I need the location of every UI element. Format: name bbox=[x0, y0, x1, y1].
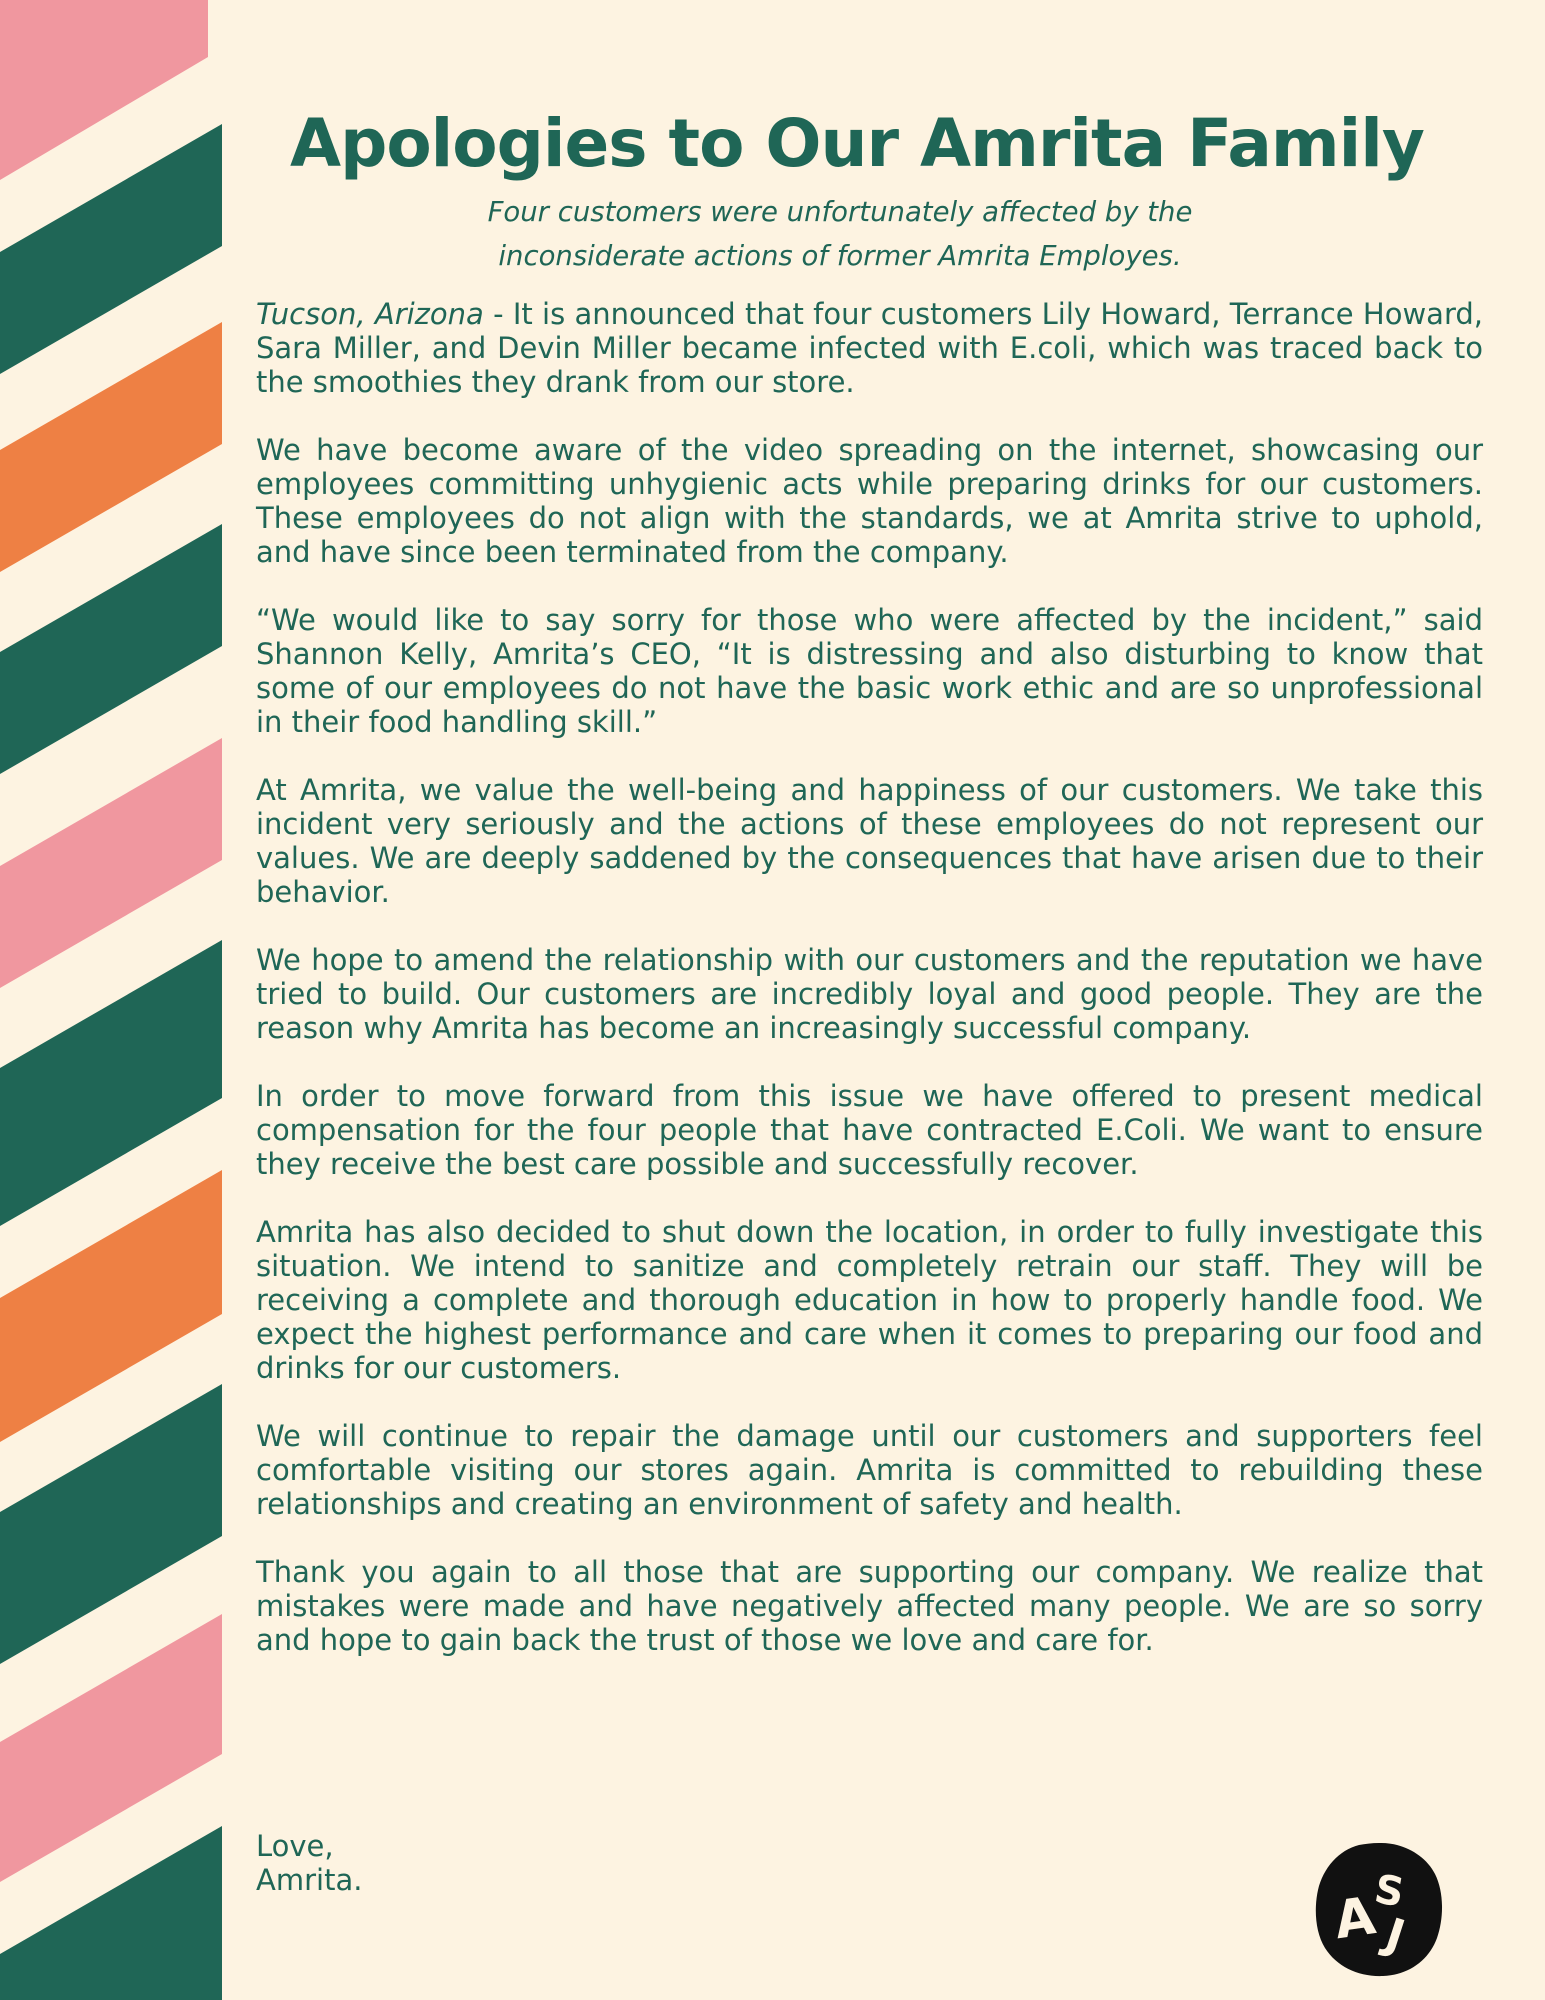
logo-letter-j: J bbox=[1379, 1908, 1411, 1963]
signoff-line: Love, bbox=[256, 1829, 334, 1863]
article-body bbox=[256, 297, 1483, 1691]
stripe-orange bbox=[0, 1170, 222, 1442]
signoff-line: Amrita. bbox=[256, 1863, 363, 1897]
stripe-green bbox=[0, 940, 222, 1226]
subtitle-line: inconsiderate actions of former Amrita Employes. bbox=[498, 240, 1182, 272]
subtitle-line: Four customers were unfortunately affected by the bbox=[487, 196, 1193, 228]
paragraph: We have become aware of the video spreading on the internet, showcasing our employees committing unhygienic acts while preparing drinks for our customers. These employees do not align with the standards, we at Amrita strive to uphold, and have since been terminated from the company. bbox=[256, 433, 1483, 569]
subtitle bbox=[290, 190, 1390, 278]
dateline: Tucson, Arizona bbox=[256, 297, 484, 331]
paragraph: At Amrita, we value the well-being and happiness of our customers. We take this incident very seriously and the actions of these employees do not represent our values. We are deeply saddened by the consequences that have arisen due to their behavior. bbox=[256, 773, 1483, 909]
paragraph-intro bbox=[256, 297, 1483, 399]
logo-letter-a: A bbox=[1330, 1886, 1380, 1952]
signoff bbox=[256, 1829, 362, 1897]
paragraph: We will continue to repair the damage until our customers and supporters feel comfortable visiting our stores again. Amrita is committed to rebuilding these relationships and creating an environment of safety and health. bbox=[256, 1419, 1483, 1521]
paragraph-quote: “We would like to say sorry for those who were affected by the incident,” said Shannon Kelly, Amrita’s CEO, “It is distressing and also disturbing to know that some of our employees do not have the basic work ethic and are so unprofessional in their food handling skill.” bbox=[256, 603, 1483, 739]
stripe-green bbox=[0, 524, 222, 774]
decorative-stripes bbox=[0, 0, 230, 2000]
stripe-pink bbox=[0, 738, 222, 988]
page-title: Apologies to Our Amrita Family bbox=[290, 105, 1424, 182]
paragraph: In order to move forward from this issue we have offered to present medical compensation for the four people that have contracted E.Coli. We want to ensure they receive the best care possible and successfully recover. bbox=[256, 1079, 1483, 1181]
brand-logo bbox=[1313, 1840, 1445, 1978]
stripe-green bbox=[0, 1384, 222, 1664]
stripe-orange bbox=[0, 322, 222, 572]
paragraph: Thank you again to all those that are supporting our company. We realize that mistakes were made and have negatively affected many people. We are so sorry and hope to gain back the trust of those we love and care for. bbox=[256, 1555, 1483, 1657]
stripe-green bbox=[0, 124, 222, 374]
paragraph: Amrita has also decided to shut down the location, in order to fully investigate this situation. We intend to sanitize and completely retrain our staff. They will be receiving a complete and thorough education in how to properly handle food. We expect the highest performance and care when it comes to preparing our food and drinks for our customers. bbox=[256, 1215, 1483, 1385]
stripe-pink bbox=[0, 1614, 222, 1882]
logo-letter-s: S bbox=[1371, 1866, 1408, 1917]
paragraph: We hope to amend the relationship with our customers and the reputation we have tried to build. Our customers are incredibly loyal and good people. They are the reason why Amrita has become an increasingly successful company. bbox=[256, 943, 1483, 1045]
paragraph-text: - It is announced that four customers Lily Howard, Terrance Howard, Sara Miller, and Devin Miller became infected with E.coli, which was traced back to the smoothies they drank from our store. bbox=[256, 297, 1483, 399]
